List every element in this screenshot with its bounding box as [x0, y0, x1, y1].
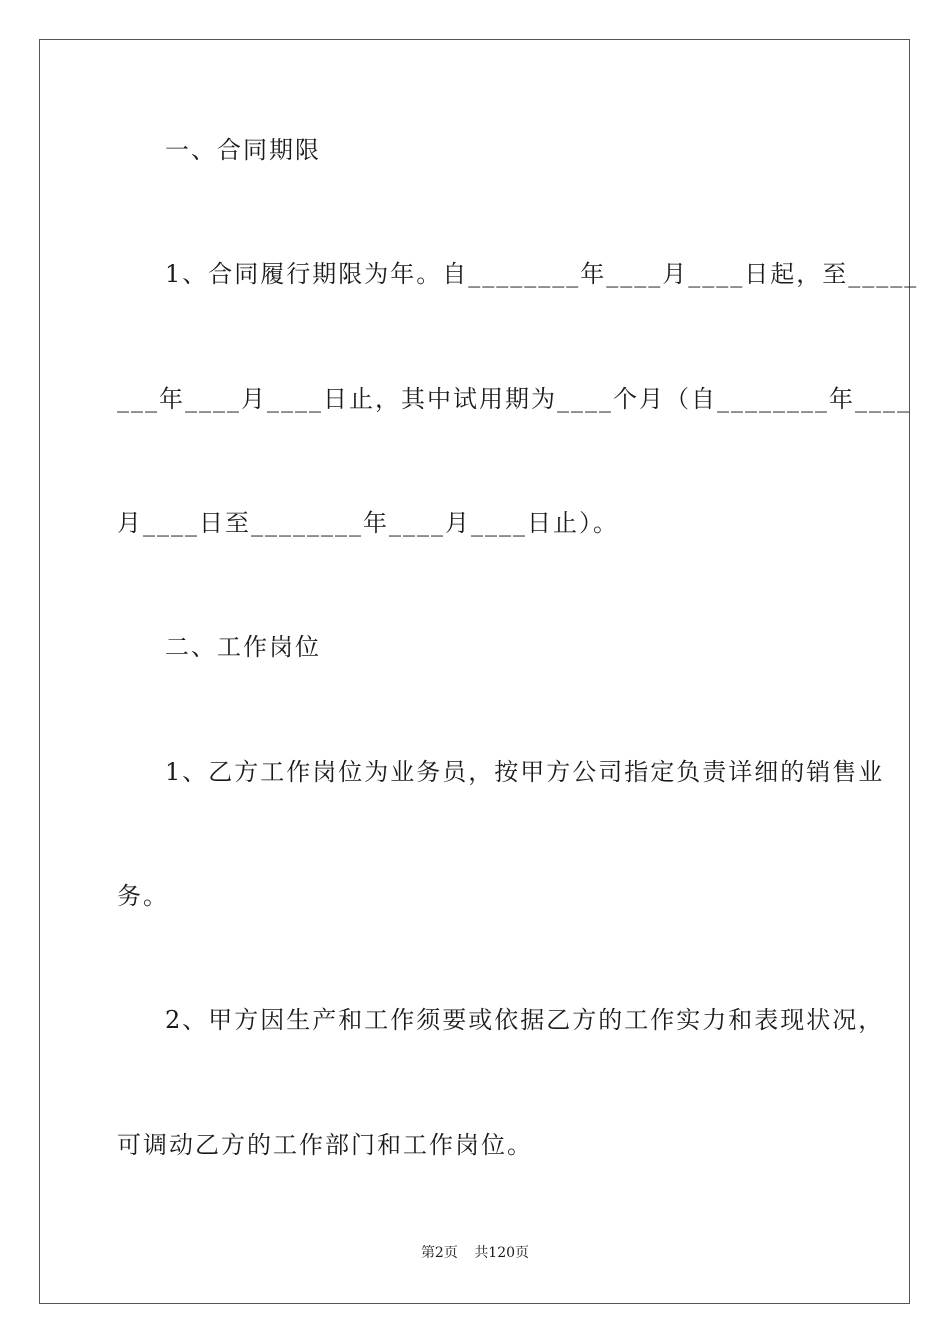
paragraph-line: 1、合同履行期限为年。自________年____月____日起，至_____: [165, 260, 919, 288]
paragraph-line: 2、甲方因生产和工作须要或依据乙方的工作实力和表现状况，: [165, 1006, 885, 1034]
paragraph-line: ___年____月____日止，其中试用期为____个月（自________年____: [117, 385, 911, 413]
page-total: 共120页: [474, 1245, 530, 1261]
paragraph-line: 1、乙方工作岗位为业务员，按甲方公司指定负责详细的销售业: [165, 758, 885, 786]
paragraph-line: 务。: [117, 882, 169, 910]
page-footer: [0, 1244, 950, 1262]
page-number: 第2页: [420, 1245, 458, 1261]
paragraph-line: 可调动乙方的工作部门和工作岗位。: [117, 1131, 533, 1159]
page-frame: [39, 39, 919, 1304]
paragraph-line: 月____日至________年____月____日止）。: [117, 509, 619, 537]
section-heading-contract-term: 一、合同期限: [165, 136, 321, 164]
section-heading-job-position: 二、工作岗位: [165, 633, 321, 661]
